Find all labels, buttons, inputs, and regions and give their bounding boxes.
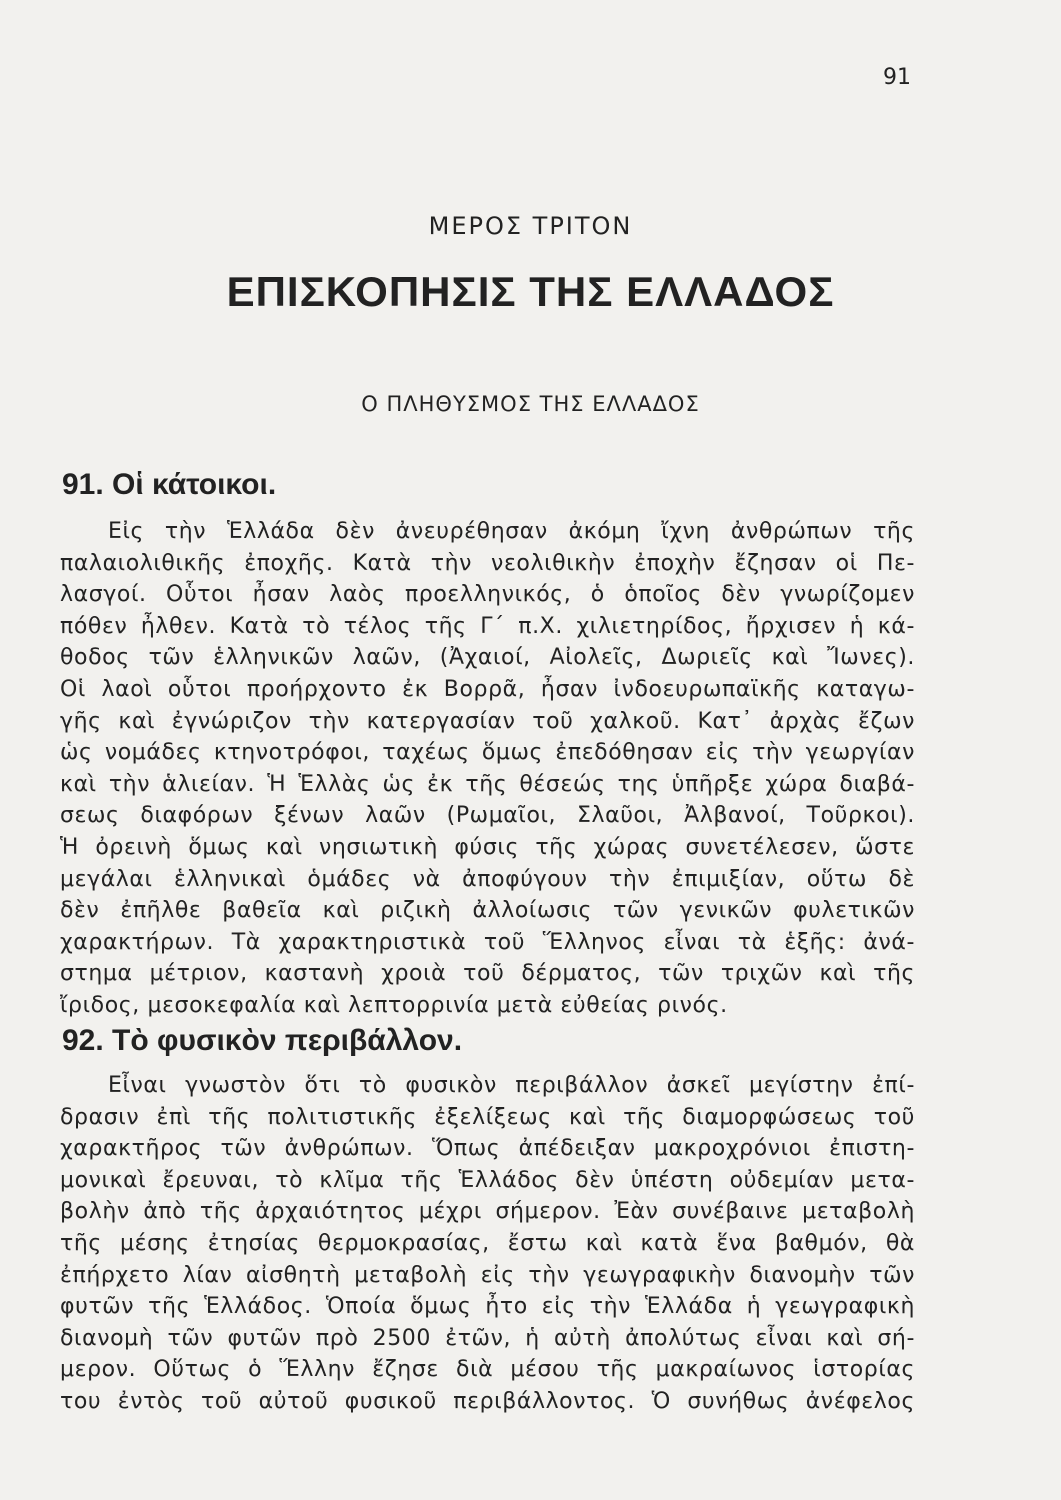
text-line: μονικαὶ ἔρευναι, τὸ κλῖμα τῆς Ἑλλάδος δὲν ὑπέστη οὐδεμίαν μετα-	[60, 1167, 915, 1193]
text-line: δὲν ἐπῆλθε βαθεῖα καὶ ριζικὴ ἀλλοίωσις τῶν γενικῶν φυλετικῶν	[60, 898, 915, 924]
text-line: Ἡ ὀρεινὴ ὅμως καὶ νησιωτικὴ φύσις τῆς χώρας συνετέλεσεν, ὥστε	[60, 834, 915, 860]
text-line: σεως διαφόρων ξένων λαῶν (Ρωμαῖοι, Σλαῦοι, Ἀλβανοί, Τοῦρκοι).	[60, 803, 915, 829]
section-91-text	[60, 516, 915, 1022]
text-line: μερον. Οὕτως ὁ Ἕλλην ἔζησε διὰ μέσου τῆς μακραίωνος ἱστορίας	[60, 1357, 915, 1383]
text-line: Εἶναι γνωστὸν ὅτι τὸ φυσικὸν περιβάλλον ἀσκεῖ μεγίστην ἐπί-	[108, 1073, 915, 1098]
text-line: τῆς μέσης ἐτησίας θερμοκρασίας, ἔστω καὶ κατὰ ἕνα βαθμόν, θὰ	[60, 1230, 915, 1256]
text-line: χαρακτῆρος τῶν ἀνθρώπων. Ὅπως ἀπέδειξαν μακροχρόνιοι ἐπιστη-	[60, 1136, 915, 1162]
text-line: βολὴν ἀπὸ τῆς ἀρχαιότητος μέχρι σήμερον. Ἐὰν συνέβαινε μεταβολὴ	[60, 1199, 915, 1225]
text-line: μεγάλαι ἑλληνικαὶ ὁμάδες νὰ ἀποφύγουν τὴν ἐπιμιξίαν, οὕτω δὲ	[60, 866, 915, 892]
text-line: Εἰς τὴν Ἑλλάδα δὲν ἀνευρέθησαν ἀκόμη ἴχνη ἀνθρώπων τῆς	[108, 519, 915, 544]
text-line: στημα μέτριον, καστανὴ χροιὰ τοῦ δέρματος, τῶν τριχῶν καὶ τῆς	[60, 961, 915, 987]
text-line: πόθεν ἦλθεν. Κατὰ τὸ τέλος τῆς Γ΄ π.Χ. χιλιετηρίδος, ἤρχισεν ἡ κά-	[60, 613, 915, 639]
section-heading-91: 91. Οἱ κάτοικοι.	[62, 468, 277, 501]
section-92-text	[60, 1070, 915, 1418]
text-line: λασγοί. Οὗτοι ἦσαν λαὸς προελληνικός, ὁ ὁποῖος δὲν γνωρίζομεν	[60, 582, 915, 608]
text-line: ἴριδος, μεσοκεφαλία καὶ λεπτορρινία μετὰ εὐθείας ρινός.	[60, 992, 728, 1018]
text-line: διανομὴ τῶν φυτῶν πρὸ 2500 ἐτῶν, ἡ αὐτὴ ἀπολύτως εἶναι καὶ σή-	[60, 1325, 915, 1351]
text-line: παλαιολιθικῆς ἐποχῆς. Κατὰ τὴν νεολιθικὴν ἐποχὴν ἔζησαν οἱ Πε-	[60, 550, 915, 576]
text-line: θοδος τῶν ἑλληνικῶν λαῶν, (Ἀχαιοί, Αἰολεῖς, Δωριεῖς καὶ Ἴωνες).	[60, 645, 915, 671]
text-line: φυτῶν τῆς Ἑλλάδος. Ὁποία ὅμως ἦτο εἰς τὴν Ἑλλάδα ἡ γεωγραφικὴ	[60, 1294, 915, 1320]
section-heading-92: 92. Τὸ φυσικὸν περιβάλλον.	[62, 1024, 463, 1057]
section-subtitle: Ο ΠΛΗΘΥΣΜΟΣ ΤΗΣ ΕΛΛΑΔΟΣ	[361, 392, 700, 416]
text-line: ἐπήρχετο λίαν αἰσθητὴ μεταβολὴ εἰς τὴν γεωγραφικὴν διανομὴν τῶν	[60, 1262, 915, 1288]
text-line: δρασιν ἐπὶ τῆς πολιτιστικῆς ἐξελίξεως καὶ τῆς διαμορφώσεως τοῦ	[60, 1104, 915, 1130]
chapter-title: ΕΠΙΣΚΟΠΗΣΙΣ ΤΗΣ ΕΛΛΑΔΟΣ	[226, 268, 835, 315]
page-number: 91	[883, 65, 911, 90]
text-line: του ἐντὸς τοῦ αὐτοῦ φυσικοῦ περιβάλλοντος. Ὁ συνήθως ἀνέφελος	[60, 1388, 915, 1414]
text-line: γῆς καὶ ἐγνώριζον τὴν κατεργασίαν τοῦ χαλκοῦ. Κατ᾽ ἀρχὰς ἔζων	[60, 708, 915, 734]
text-line: Οἱ λαοὶ οὗτοι προήρχοντο ἐκ Βορρᾶ, ἦσαν ἰνδοευρωπαϊκῆς καταγω-	[60, 676, 915, 702]
text-line: ὡς νομάδες κτηνοτρόφοι, ταχέως ὅμως ἐπεδόθησαν εἰς τὴν γεωργίαν	[60, 740, 915, 766]
text-line: καὶ τὴν ἁλιείαν. Ἡ Ἑλλὰς ὡς ἐκ τῆς θέσεώς της ὑπῆρξε χώρα διαβά-	[60, 771, 915, 797]
text-line: χαρακτήρων. Τὰ χαρακτηριστικὰ τοῦ Ἕλληνος εἶναι τὰ ἑξῆς: ἀνά-	[60, 929, 915, 955]
part-title: ΜΕΡΟΣ ΤΡΙΤΟΝ	[428, 212, 633, 240]
